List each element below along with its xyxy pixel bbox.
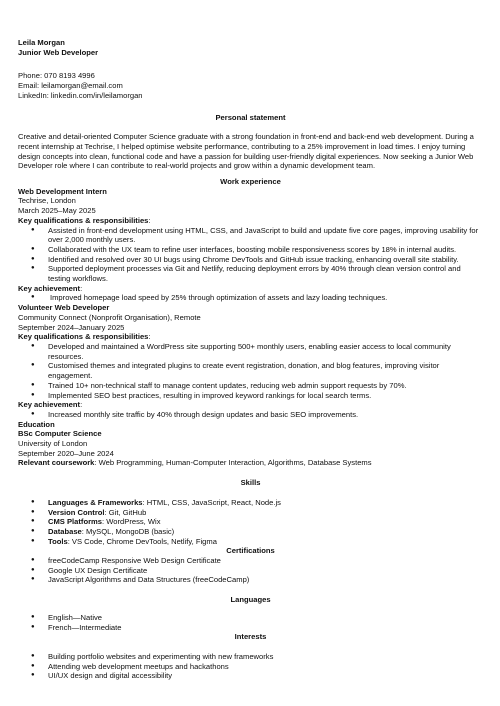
skill-label: Database bbox=[48, 526, 82, 536]
work-experience-heading: Work experience bbox=[220, 177, 281, 187]
job-bullet-list bbox=[18, 342, 483, 400]
list-item: ● UI/UX design and digital accessibility bbox=[18, 671, 483, 681]
list-item: ● Trained 10+ non-technical staff to manage content updates, reducing web admin support requests by 70%. bbox=[18, 381, 483, 391]
linkedin-line: LinkedIn: linkedin.com/in/leilamorgan bbox=[18, 90, 143, 100]
list-item: ● freeCodeCamp Responsive Web Design Certificate bbox=[18, 556, 483, 566]
degree: BSc Computer Science bbox=[18, 429, 102, 439]
qualifications-label-row: Key qualifications & responsibilities: bbox=[18, 215, 151, 225]
qualifications-label-row: Key qualifications & responsibilities: bbox=[18, 332, 151, 342]
list-item: ● Building portfolio websites and experimenting with new frameworks bbox=[18, 652, 483, 662]
candidate-name: Leila Morgan bbox=[18, 38, 65, 47]
skill-label: Languages & Frameworks bbox=[48, 497, 143, 507]
list-item: ● Assisted in front-end development using HTML, CSS, and JavaScript to build and update five core pages, improving usability for over 2,000 monthly users. bbox=[18, 226, 483, 245]
school: University of London bbox=[18, 439, 88, 449]
coursework-value: Web Programming, Human-Computer Interaction, Algorithms, Database Systems bbox=[98, 458, 372, 468]
list-item: ● Customised themes and integrated plugins to create event registration, donation, and blog features, improving visitor engagement. bbox=[18, 361, 483, 380]
certifications-list bbox=[18, 556, 483, 585]
personal-statement-text: Creative and detail-oriented Computer Science graduate with a strong foundation in front-end and back-end web development. During a recent internship at Techrise, I helped optimise website performance, contributing to a 25% improvement in load times. I enjoy turning design concepts into clean, functional code and have a passion for building user-friendly digital experiences. Now seeking a Junior Web Developer role where I can contribute to real-world projects and grow within a dynamic development team. bbox=[18, 132, 474, 171]
list-item: ● JavaScript Algorithms and Data Structures (freeCodeCamp) bbox=[18, 575, 483, 585]
job-company: Techrise, London bbox=[18, 196, 76, 206]
interests-heading: Interests bbox=[234, 632, 267, 642]
list-item: ● Developed and maintained a WordPress site supporting 500+ monthly users, enabling easier access to local community resources. bbox=[18, 342, 483, 361]
skills-heading: Skills bbox=[240, 478, 261, 488]
qualifications-label: Key qualifications & responsibilities bbox=[18, 332, 149, 342]
skill-value: WordPress, Wix bbox=[106, 517, 161, 527]
list-item: ● Tools: VS Code, Chrome DevTools, Netlify, Figma bbox=[18, 537, 483, 547]
job-title: Volunteer Web Developer bbox=[18, 303, 110, 313]
list-item: ● Collaborated with the UX team to refine user interfaces, boosting mobile responsiveness scores by 18% in internal audits. bbox=[18, 245, 483, 255]
personal-statement-heading: Personal statement bbox=[215, 112, 286, 122]
skill-value: MySQL, MongoDB (basic) bbox=[86, 526, 175, 536]
skills-list bbox=[18, 498, 483, 547]
list-item: ● Google UX Design Certificate bbox=[18, 566, 483, 576]
coursework-row: Relevant coursework: Web Programming, Human-Computer Interaction, Algorithms, Database Systems bbox=[18, 458, 372, 468]
achievement-label: Key achievement bbox=[18, 283, 81, 293]
email-line: Email: leilamorgan@email.com bbox=[18, 81, 123, 91]
phone-line: Phone: 070 8193 4996 bbox=[18, 71, 95, 81]
list-item: ● Version Control: Git, GitHub bbox=[18, 508, 483, 518]
skill-label: Version Control bbox=[48, 507, 105, 517]
candidate-role: Junior Web Developer bbox=[18, 47, 99, 57]
languages-heading: Languages bbox=[230, 595, 271, 605]
interests-list bbox=[18, 652, 483, 681]
achievement-label-row: Key achievement: bbox=[18, 400, 83, 410]
job-dates: September 2024–January 2025 bbox=[18, 322, 125, 332]
education-heading: Education bbox=[18, 419, 55, 429]
languages-list bbox=[18, 613, 483, 632]
achievement-list bbox=[18, 293, 483, 303]
qualifications-label: Key qualifications & responsibilities bbox=[18, 215, 149, 225]
job-dates: March 2025–May 2025 bbox=[18, 206, 96, 216]
job-company: Community Connect (Nonprofit Organisation), Remote bbox=[18, 312, 201, 322]
achievement-list bbox=[18, 410, 483, 420]
list-item: ● English—Native bbox=[18, 613, 483, 623]
list-item: ● Languages & Frameworks: HTML, CSS, JavaScript, React, Node.js bbox=[18, 498, 483, 508]
list-item: ● Increased monthly site traffic by 40% through design updates and basic SEO improvements. bbox=[18, 410, 483, 420]
coursework-label: Relevant coursework bbox=[18, 458, 95, 468]
list-item: ● Database: MySQL, MongoDB (basic) bbox=[18, 527, 483, 537]
list-item: ● Attending web development meetups and hackathons bbox=[18, 662, 483, 672]
achievement-label-row: Key achievement: bbox=[18, 283, 83, 293]
list-item: ● Implemented SEO best practices, resulting in improved keyword rankings for local search terms. bbox=[18, 391, 483, 401]
skill-label: CMS Platforms bbox=[48, 517, 103, 527]
skill-label: Tools bbox=[48, 536, 68, 546]
list-item: ● Identified and resolved over 30 UI bugs using Chrome DevTools and GitHub issue tracking, enhancing overall site stability. bbox=[18, 255, 483, 265]
list-item: ● Improved homepage load speed by 25% through optimization of assets and lazy loading techniques. bbox=[18, 293, 483, 303]
certifications-heading: Certifications bbox=[226, 546, 275, 556]
education-dates: September 2020–June 2024 bbox=[18, 448, 114, 458]
job-bullet-list bbox=[18, 226, 483, 284]
achievement-label: Key achievement bbox=[18, 400, 81, 410]
skill-value: HTML, CSS, JavaScript, React, Node.js bbox=[146, 497, 281, 507]
list-item: ● CMS Platforms: WordPress, Wix bbox=[18, 517, 483, 527]
list-item: ● Supported deployment processes via Git and Netlify, reducing deployment errors by 40% through clean version control and testing workflows. bbox=[18, 264, 483, 283]
list-item: ● French—Intermediate bbox=[18, 623, 483, 633]
skill-value: VS Code, Chrome DevTools, Netlify, Figma bbox=[71, 536, 217, 546]
job-title: Web Development Intern bbox=[18, 186, 107, 196]
skill-value: Git, GitHub bbox=[108, 507, 147, 517]
